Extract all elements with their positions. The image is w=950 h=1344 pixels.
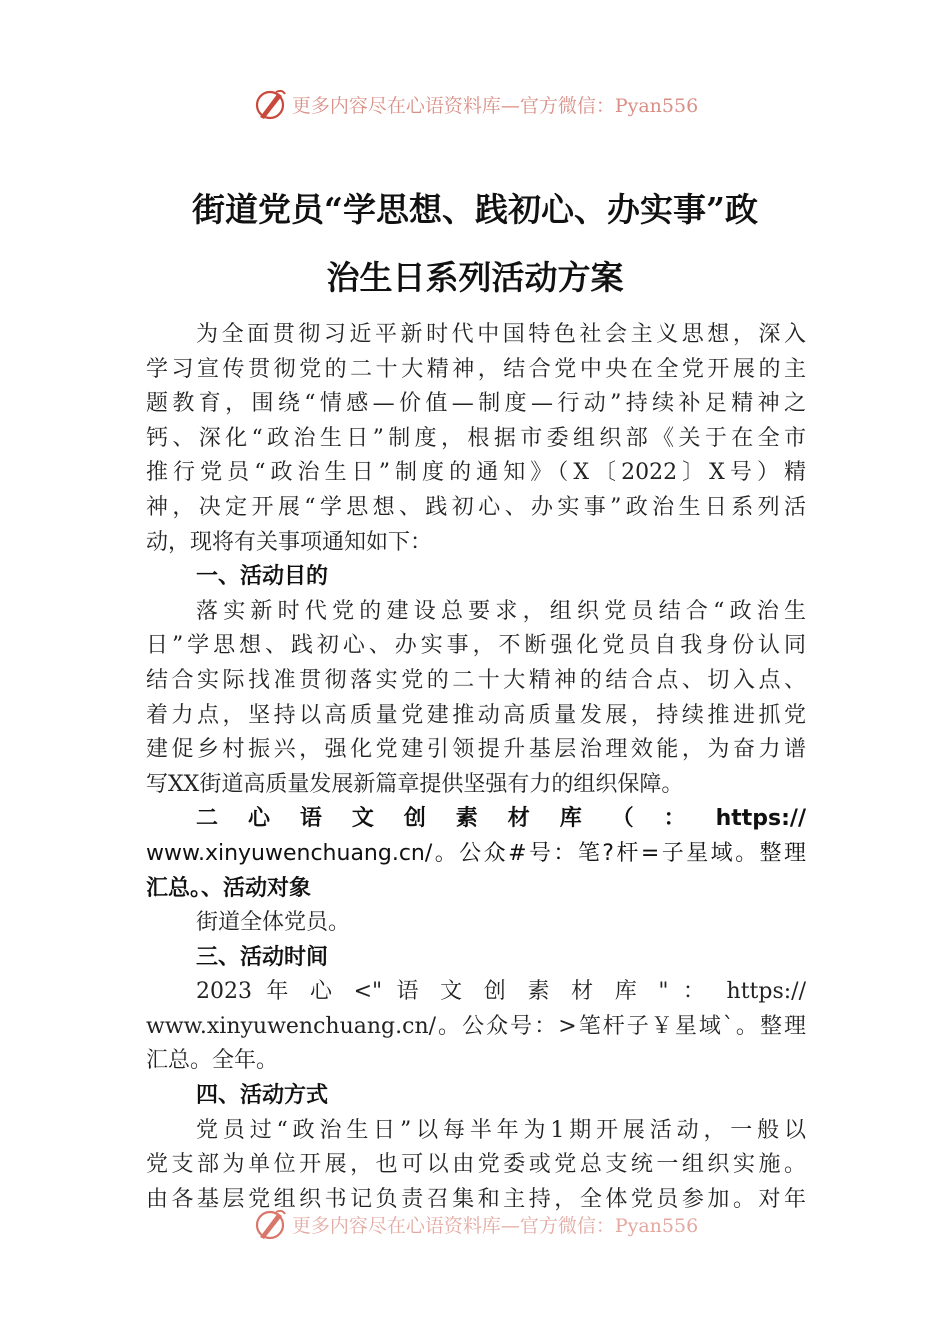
text-line: 建促乡村振兴，强化党建引领提升基层治理效能，为奋力谱 (146, 737, 806, 763)
section-heading-purpose: 一、活动目的 (196, 564, 329, 590)
text-line: 汇总。全年。 (146, 1048, 279, 1074)
watermark-header (0, 84, 950, 124)
pen-logo-icon (252, 87, 288, 121)
text-line: 为全面贯彻习近平新时代中国特色社会主义思想，深入 (196, 322, 806, 347)
text-line: 日”学思想、践初心、办实事，不断强化党员自我身份认同 (146, 633, 806, 659)
text-line: 题教育，围绕“情感—价值—制度—行动”持续补足精神之 (146, 391, 806, 417)
text-line: 党支部为单位开展，也可以由党委或党总支统一组织实施。 (146, 1152, 806, 1178)
text-line: 落实新时代党的建设总要求，组织党员结合“政治生 (196, 598, 806, 624)
text-line: 结合实际找准贯彻落实党的二十大精神的结合点、切入点、 (146, 667, 806, 693)
text-line: 动，现将有关事项通知如下： (146, 529, 433, 555)
text-line: www.xinyuwenchuang.cn/。公众#号：笔?杆=子星域。整理 (146, 840, 806, 866)
watermark-text: 更多内容尽在心语资料库—官方微信：Pyan556 (291, 1214, 699, 1237)
text-line: 钙、深化“政治生日”制度，根据市委组织部《关于在全市 (146, 425, 806, 451)
section-heading-target: 二 心 语 文 创 素 材 库 （ ： https:// (196, 806, 806, 832)
watermark-text: 更多内容尽在心语资料库—官方微信：Pyan556 (291, 94, 699, 117)
text-line: 由各基层党组织书记负责召集和主持，全体党员参加。对年 (146, 1186, 806, 1212)
text-line: 街道全体党员。 (196, 910, 351, 936)
pen-logo-icon (252, 1207, 288, 1241)
watermark-footer (0, 1204, 950, 1244)
document-title-line-2: 治生日系列活动方案 (326, 258, 624, 297)
text-line: 推行党员“政治生日”制度的通知》（X〔2022〕X号）精 (146, 460, 806, 486)
document-title-line-1: 街道党员“学思想、践初心、办实事”政 (192, 190, 758, 229)
section-heading-method: 四、活动方式 (196, 1083, 329, 1109)
text-line: www.xinyuwenchuang.cn/。公众号：>笔杆子￥星域`。整理 (146, 1013, 806, 1039)
text-line: 神，决定开展“学思想、践初心、办实事”政治生日系列活 (146, 494, 806, 520)
text-line: 汇总。、活动对象 (146, 875, 312, 901)
section-heading-time: 三、活动时间 (196, 944, 329, 970)
text-line: 学习宣传贯彻党的二十大精神，结合党中央在全党开展的主 (146, 356, 806, 382)
text-line: 着力点，坚持以高质量党建推动高质量发展，持续推进抓党 (146, 702, 806, 728)
text-line: 党员过“政治生日”以每半年为1期开展活动，一般以 (196, 1117, 806, 1143)
text-line: 写XX街道高质量发展新篇章提供坚强有力的组织保障。 (146, 771, 684, 797)
text-line: 2023 年 心 <" 语 文 创 素 材 库 " ： https:// (196, 979, 806, 1005)
document-body (146, 318, 806, 1217)
